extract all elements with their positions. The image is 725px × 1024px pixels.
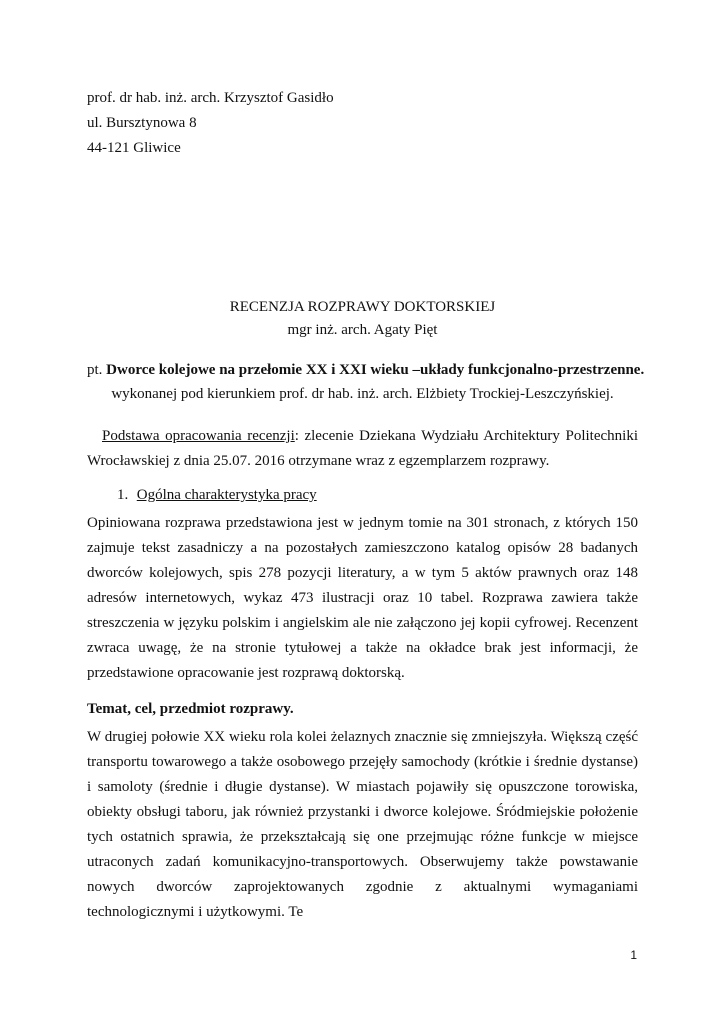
sender-city: 44-121 Gliwice — [87, 140, 181, 156]
basis-label: Podstawa opracowania recenzji — [102, 428, 295, 444]
sender-street: ul. Bursztynowa 8 — [87, 115, 197, 131]
sender-address — [87, 86, 334, 161]
basis-text: : zlecenie Dziekana Wydziału Architektury Politechniki Wrocławskiej z dnia 25.07. 2016 otrzymane wraz z egzemplarzem rozprawy. — [87, 428, 638, 469]
page-number: 1 — [630, 948, 637, 962]
sender-name: prof. dr hab. inż. arch. Krzysztof Gasidło — [87, 90, 334, 106]
section1-heading-text: Ogólna charakterystyka pracy — [136, 487, 317, 503]
section2-heading: Temat, cel, przedmiot rozprawy. — [87, 701, 294, 717]
work-title: Dworce kolejowe na przełomie XX i XXI wieku –układy funkcjonalno-przestrzenne. — [106, 362, 645, 378]
work-prefix: pt. — [87, 362, 107, 378]
section1-number: 1. — [117, 487, 129, 503]
review-title: RECENZJA ROZPRAWY DOKTORSKIEJ — [229, 299, 496, 315]
basis-paragraph — [87, 424, 638, 474]
section1-heading — [117, 487, 317, 504]
work-title-line — [87, 362, 645, 379]
section1-body: Opiniowana rozprawa przedstawiona jest w jednym tomie na 301 stronach, z których 150 zajmuje tekst zasadniczy a na pozostałych zamieszczono katalog opisów 28 badanych dworców kolejowych, spis 278 pozycji literatury, a w tym 5 aktów prawnych oraz 148 adresów internetowych, wykaz 473 ilustracji oraz 10 tabel. Rozprawa zawiera także streszczenia w języku polskim i angielskim ale nie załączono jej kopii cyfrowej. Recenzent zwraca uwagę, że na stronie tytułowej a także na okładce brak jest informacji, że przedstawione opracowanie jest rozprawą doktorską. — [87, 515, 638, 681]
review-author: mgr inż. arch. Agaty Pięt — [287, 322, 438, 338]
supervisor-line: wykonanej pod kierunkiem prof. dr hab. inż. arch. Elżbiety Trockiej-Leszczyńskiej. — [111, 386, 614, 402]
section2-body: W drugiej połowie XX wieku rola kolei żelaznych znacznie się zmniejszyła. Większą część transportu towarowego a także osobowego przejęły samochody (krótkie i średnie dystanse) i samoloty (średnie i długie dystanse). W miastach pojawiły się opuszczone torowiska, obiekty obsługi taboru, jak również przystanki i dworce kolejowe. Śródmiejskie położenie tych ostatnich sprawia, że przekształcają się one przejmując różne funkcje w miejsce utraconych zadań komunikacyjno-transportowych. Obserwujemy także powstawanie nowych dworców zaprojektowanych zgodnie z aktualnymi wymaganiami technologicznymi i użytkowymi. Te — [87, 729, 638, 920]
